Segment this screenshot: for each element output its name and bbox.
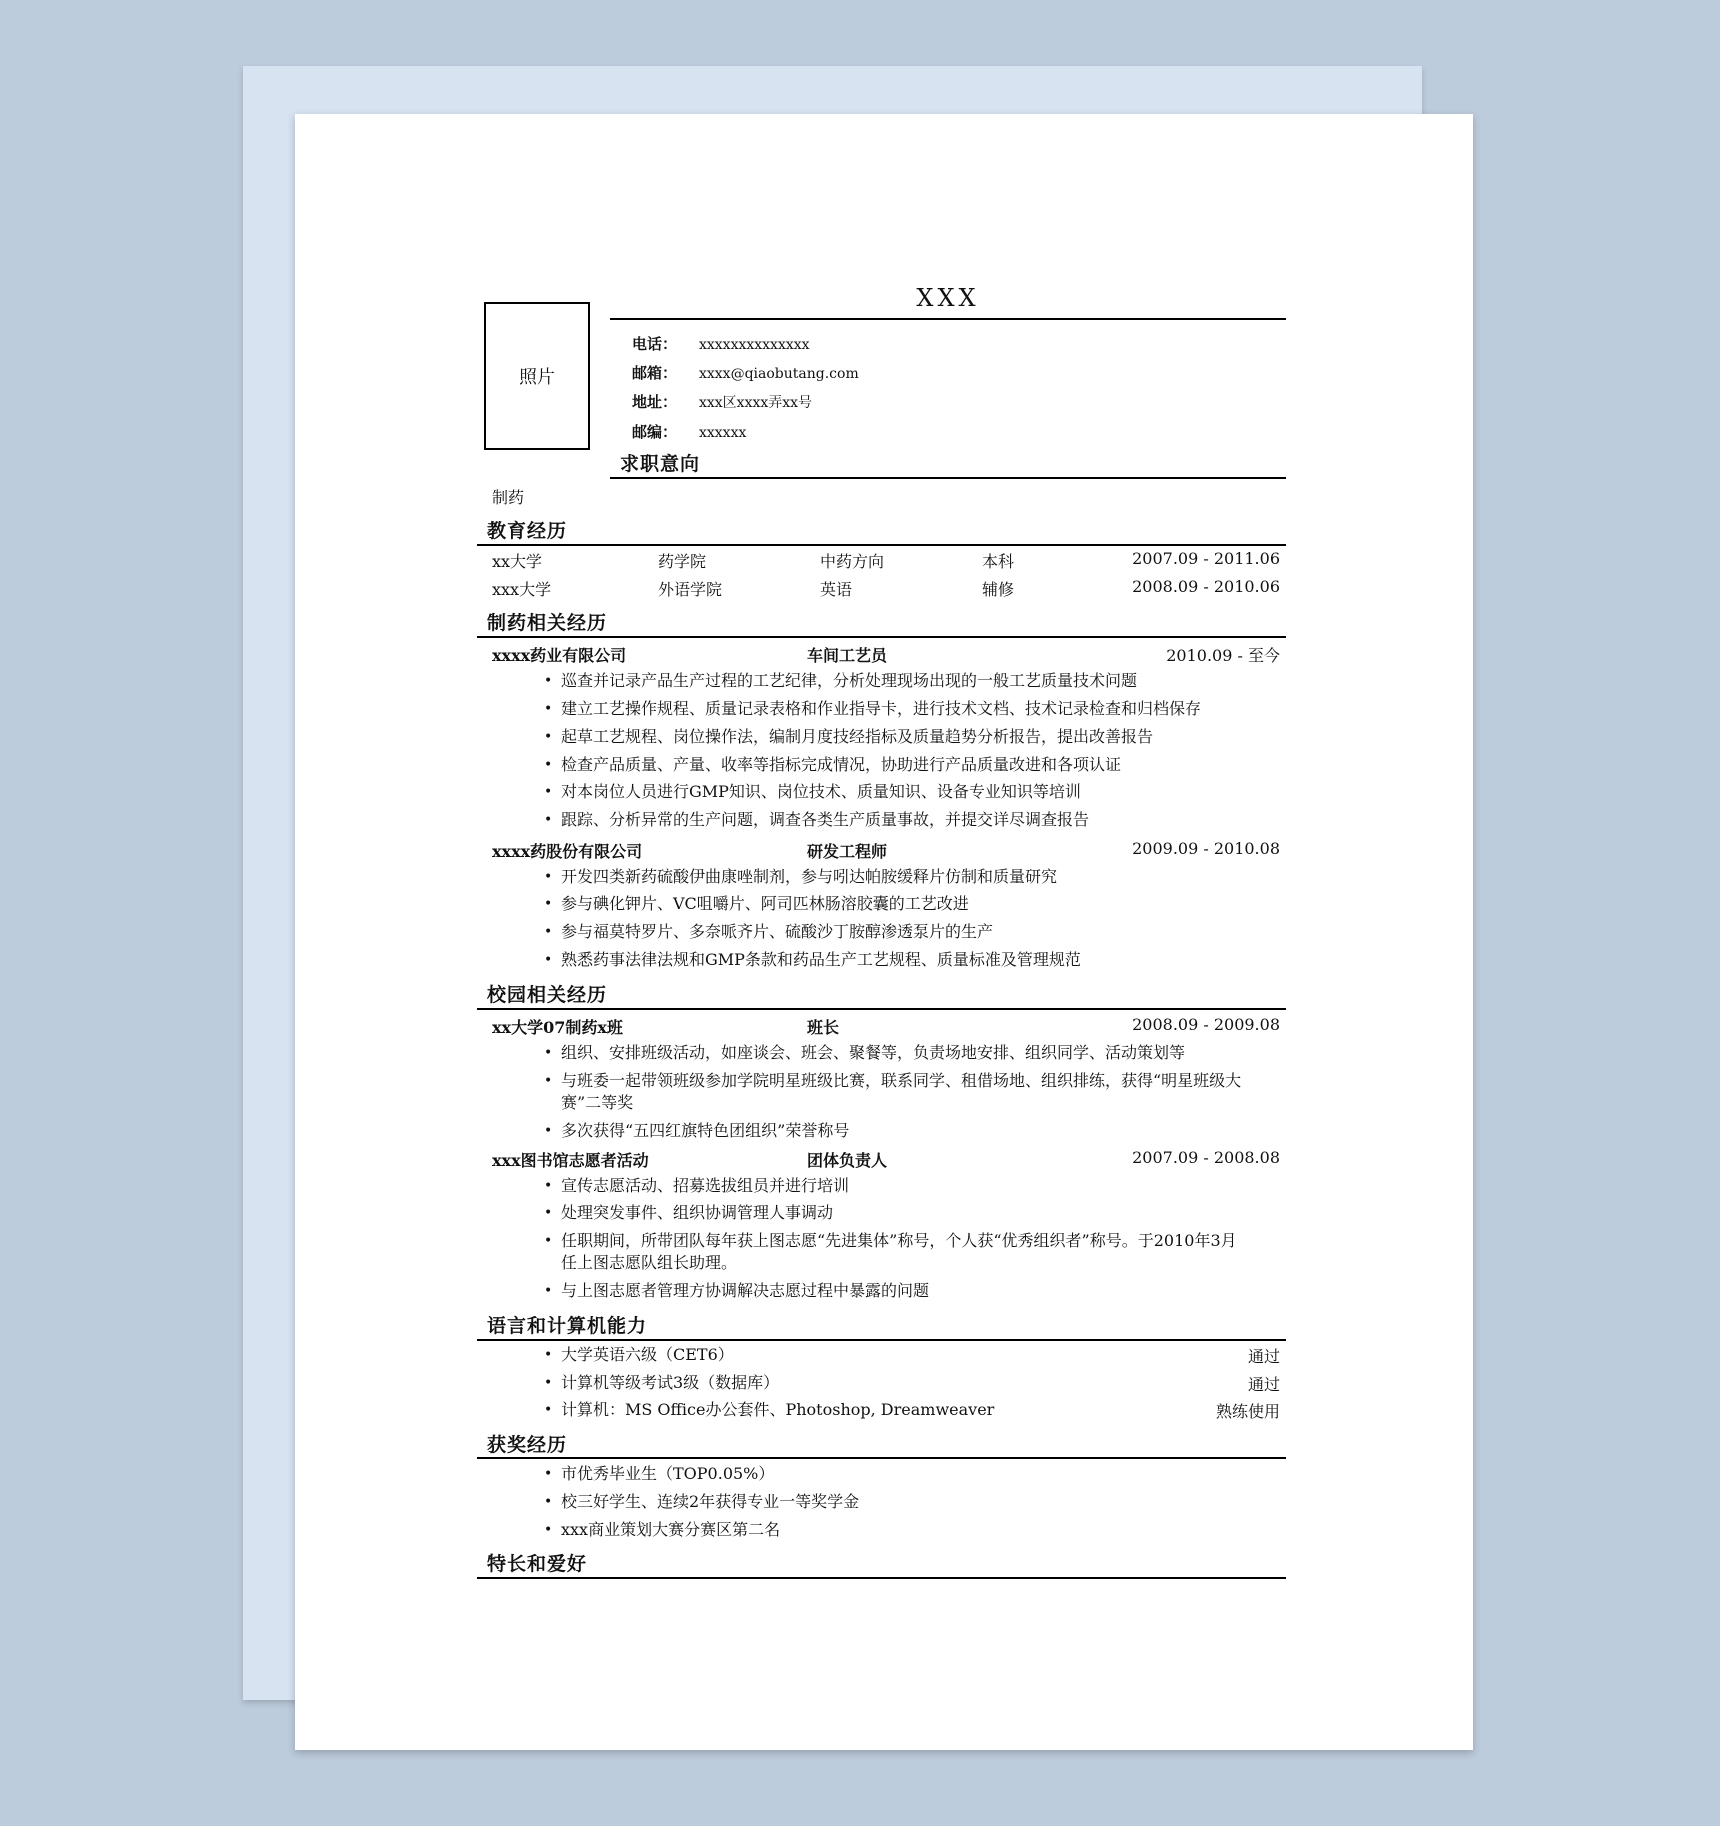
contact-value: xxx区xxxx弄xx号 [699,395,813,411]
bullet-item: • 与班委一起带领班级参加学院明星班级比赛，联系同学、租借场地、组织排练，获得“明星班级大 [544,1071,1242,1090]
section-title-skills: 语言和计算机能力 [487,1315,648,1337]
section-title-hobbies: 特长和爱好 [487,1553,588,1575]
bullet-item-continuation: 赛”二等奖 [561,1093,634,1112]
skill-level: 熟练使用 [1215,1402,1280,1421]
bullet-item: • 起草工艺规程、岗位操作法，编制月度技经指标及质量趋势分析报告，提出改善报告 [544,727,1154,746]
bullet-item: • 处理突发事件、组织协调管理人事调动 [544,1203,834,1222]
bullet-item: • 组织、安排班级活动，如座谈会、班会、聚餐等，负责场地安排、组织同学、活动策划等 [544,1043,1186,1062]
bullet-item: • 宣传志愿活动、招募选拔组员并进行培训 [544,1176,850,1195]
edu-degree: 本科 [982,552,1015,571]
section-title-awards: 获奖经历 [487,1434,568,1456]
bullet-item: • 巡查并记录产品生产过程的工艺纪律，分析处理现场出现的一般工艺质量技术问题 [544,671,1138,690]
edu-period: 2008.09 - 2010.06 [1132,577,1280,596]
contact-label: 邮箱： [632,364,678,382]
education-divider [477,544,1286,546]
skill-item: • 计算机等级考试3级（数据库） [544,1373,780,1392]
bullet-item: • 参与碘化钾片、VC咀嚼片、阿司匹林肠溶胶囊的工艺改进 [544,894,969,913]
bullet-item-continuation: 任上图志愿队组长助理。 [561,1253,738,1272]
bullet-item: • 参与福莫特罗片、多奈哌齐片、硫酸沙丁胺醇渗透泵片的生产 [544,922,994,941]
contact-label: 电话： [632,335,678,353]
edu-school: xx大学 [492,552,543,571]
section-title-campus: 校园相关经历 [487,984,608,1006]
section-title-education: 教育经历 [487,520,568,542]
skill-item: • 计算机：MS Office办公套件、Photoshop, Dreamweaver [544,1400,995,1419]
bullet-item: • 跟踪、分析异常的生产问题，调查各类生产质量事故，并提交详尽调查报告 [544,810,1090,829]
contact-address [632,391,812,412]
section-title-pharma: 制药相关经历 [487,612,608,634]
resume-page [295,114,1473,1750]
bullet-item: • 多次获得“五四红旗特色团组织”荣誉称号 [544,1121,850,1140]
hobbies-divider [477,1577,1286,1579]
edu-college: 药学院 [658,552,707,571]
name-divider [610,318,1286,320]
contact-value: xxxxxx [699,425,747,441]
objective-value: 制药 [492,488,525,507]
award-item: • 校三好学生、连续2年获得专业一等奖学金 [544,1492,860,1511]
photo-placeholder [484,302,590,450]
bullet-item: • 对本岗位人员进行GMP知识、岗位技术、质量知识、设备专业知识等培训 [544,782,1081,801]
edu-college: 外语学院 [658,580,723,599]
contact-value: xxxx@qiaobutang.com [699,366,859,382]
photo-label: 照片 [519,367,555,388]
job-role: 班长 [807,1018,840,1037]
bullet-item: • 建立工艺操作规程、质量记录表格和作业指导卡，进行技术文档、技术记录检查和归档保存 [544,699,1202,718]
skills-divider [477,1339,1286,1341]
job-period: 2009.09 - 2010.08 [1132,839,1280,858]
contact-email [632,362,859,383]
job-role: 研发工程师 [807,842,888,861]
job-period: 2010.09 - 至今 [1166,646,1280,665]
job-period: 2008.09 - 2009.08 [1132,1015,1280,1034]
skill-level: 通过 [1247,1347,1280,1366]
edu-major: 英语 [820,580,853,599]
bullet-item: • 熟悉药事法律法规和GMP条款和药品生产工艺规程、质量标准及管理规范 [544,950,1081,969]
pharma-divider [477,636,1286,638]
contact-postcode [632,421,746,442]
edu-school: xxx大学 [492,580,552,599]
award-item: • 市优秀毕业生（TOP0.05%） [544,1464,775,1483]
edu-degree: 辅修 [982,580,1015,599]
award-item: • xxx商业策划大赛分赛区第二名 [544,1520,781,1539]
contact-value: xxxxxxxxxxxxxx [699,337,810,353]
skill-item: • 大学英语六级（CET6） [544,1345,734,1364]
contact-label: 邮编： [632,423,678,441]
section-title-objective: 求职意向 [620,453,701,475]
edu-period: 2007.09 - 2011.06 [1132,549,1280,568]
edu-major: 中药方向 [820,552,885,571]
job-role: 团体负责人 [807,1151,888,1170]
bullet-item: • 任职期间，所带团队每年获上图志愿“先进集体”称号，个人获“优秀组织者”称号。于2010年3月 [544,1231,1237,1250]
candidate-name: XXX [916,284,980,312]
job-company: xxxx药股份有限公司 [492,842,643,861]
bullet-item: • 检查产品质量、产量、收率等指标完成情况，协助进行产品质量改进和各项认证 [544,755,1122,774]
job-role: 车间工艺员 [807,646,888,665]
contact-label: 地址： [632,393,678,411]
contact-phone [632,333,810,354]
job-company: xxx图书馆志愿者活动 [492,1151,649,1170]
skill-level: 通过 [1247,1375,1280,1394]
job-period: 2007.09 - 2008.08 [1132,1148,1280,1167]
bullet-item: • 开发四类新药硫酸伊曲康唑制剂，参与吲达帕胺缓释片仿制和质量研究 [544,867,1058,886]
objective-divider [610,477,1286,479]
job-company: xxxx药业有限公司 [492,646,627,665]
job-company: xx大学07制药x班 [492,1018,623,1037]
bullet-item: • 与上图志愿者管理方协调解决志愿过程中暴露的问题 [544,1281,930,1300]
campus-divider [477,1008,1286,1010]
awards-divider [477,1457,1286,1459]
